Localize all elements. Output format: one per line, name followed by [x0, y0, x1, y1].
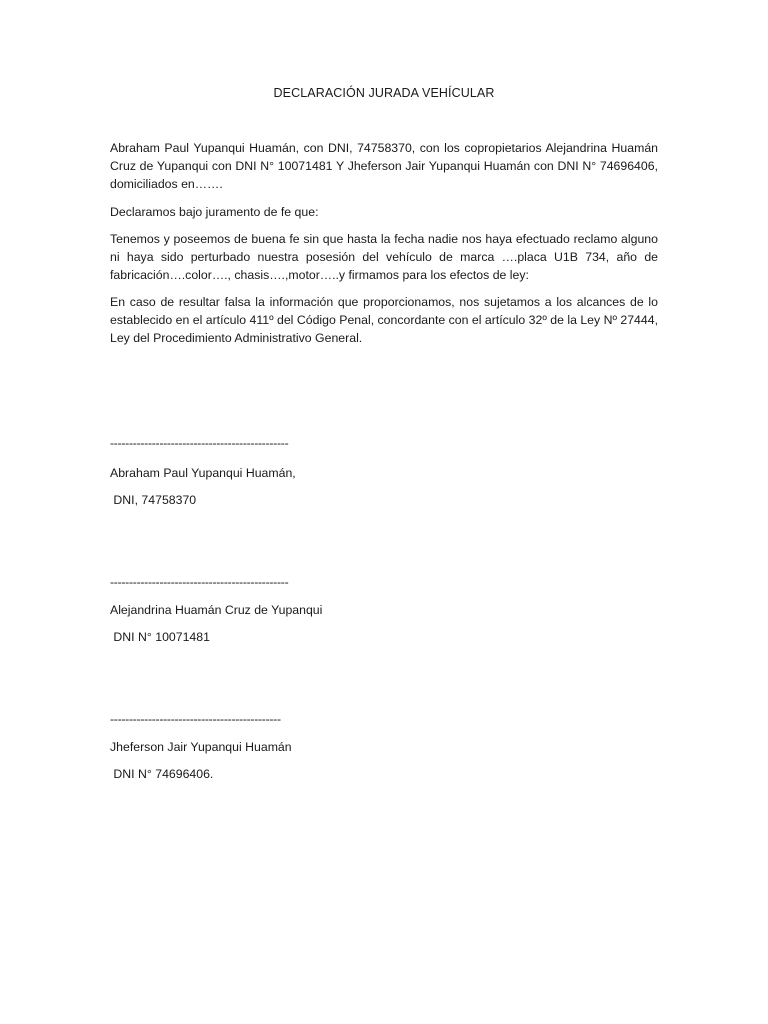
- signer-name: Alejandrina Huamán Cruz de Yupanqui: [110, 603, 323, 617]
- signature-line: -----------------------------------------------: [110, 575, 289, 589]
- signer-dni: DNI N° 74696406.: [110, 767, 214, 781]
- paragraph-declarants: Abraham Paul Yupanqui Huamán, con DNI, 74758370, con los copropietarios Alejandrina Huamán Cruz de Yupanqui con DNI N° 10071481 Y Jheferson Jair Yupanqui Huamán con DNI N° 74696406, domiciliados en…….: [110, 141, 658, 191]
- paragraph-legal: En caso de resultar falsa la información que proporcionamos, nos sujetamos a los alcances de lo establecido en el artículo 411º del Código Penal, concordante con el artículo 32º de la Ley Nº 27444, Ley del Procedimiento Administrativo General.: [110, 295, 658, 345]
- signer-dni: DNI N° 10071481: [110, 630, 210, 644]
- signer-dni: DNI, 74758370: [110, 493, 197, 507]
- document-title: DECLARACIÓN JURADA VEHÍCULAR: [273, 86, 495, 100]
- signer-name: Jheferson Jair Yupanqui Huamán: [110, 740, 292, 754]
- paragraph-vehicle: Tenemos y poseemos de buena fe sin que hasta la fecha nadie nos haya efectuado reclamo alguno ni haya sido perturbado nuestra posesión del vehículo de marca ….placa U1B 734, año de fabricación….color…., chasis….,motor…..y firmamos para los efectos de ley:: [110, 232, 658, 282]
- paragraph-oath: Declaramos bajo juramento de fe que:: [110, 205, 319, 219]
- signature-line: -----------------------------------------------: [110, 436, 289, 450]
- signer-name: Abraham Paul Yupanqui Huamán,: [110, 466, 296, 480]
- signature-line: ---------------------------------------------: [110, 712, 281, 726]
